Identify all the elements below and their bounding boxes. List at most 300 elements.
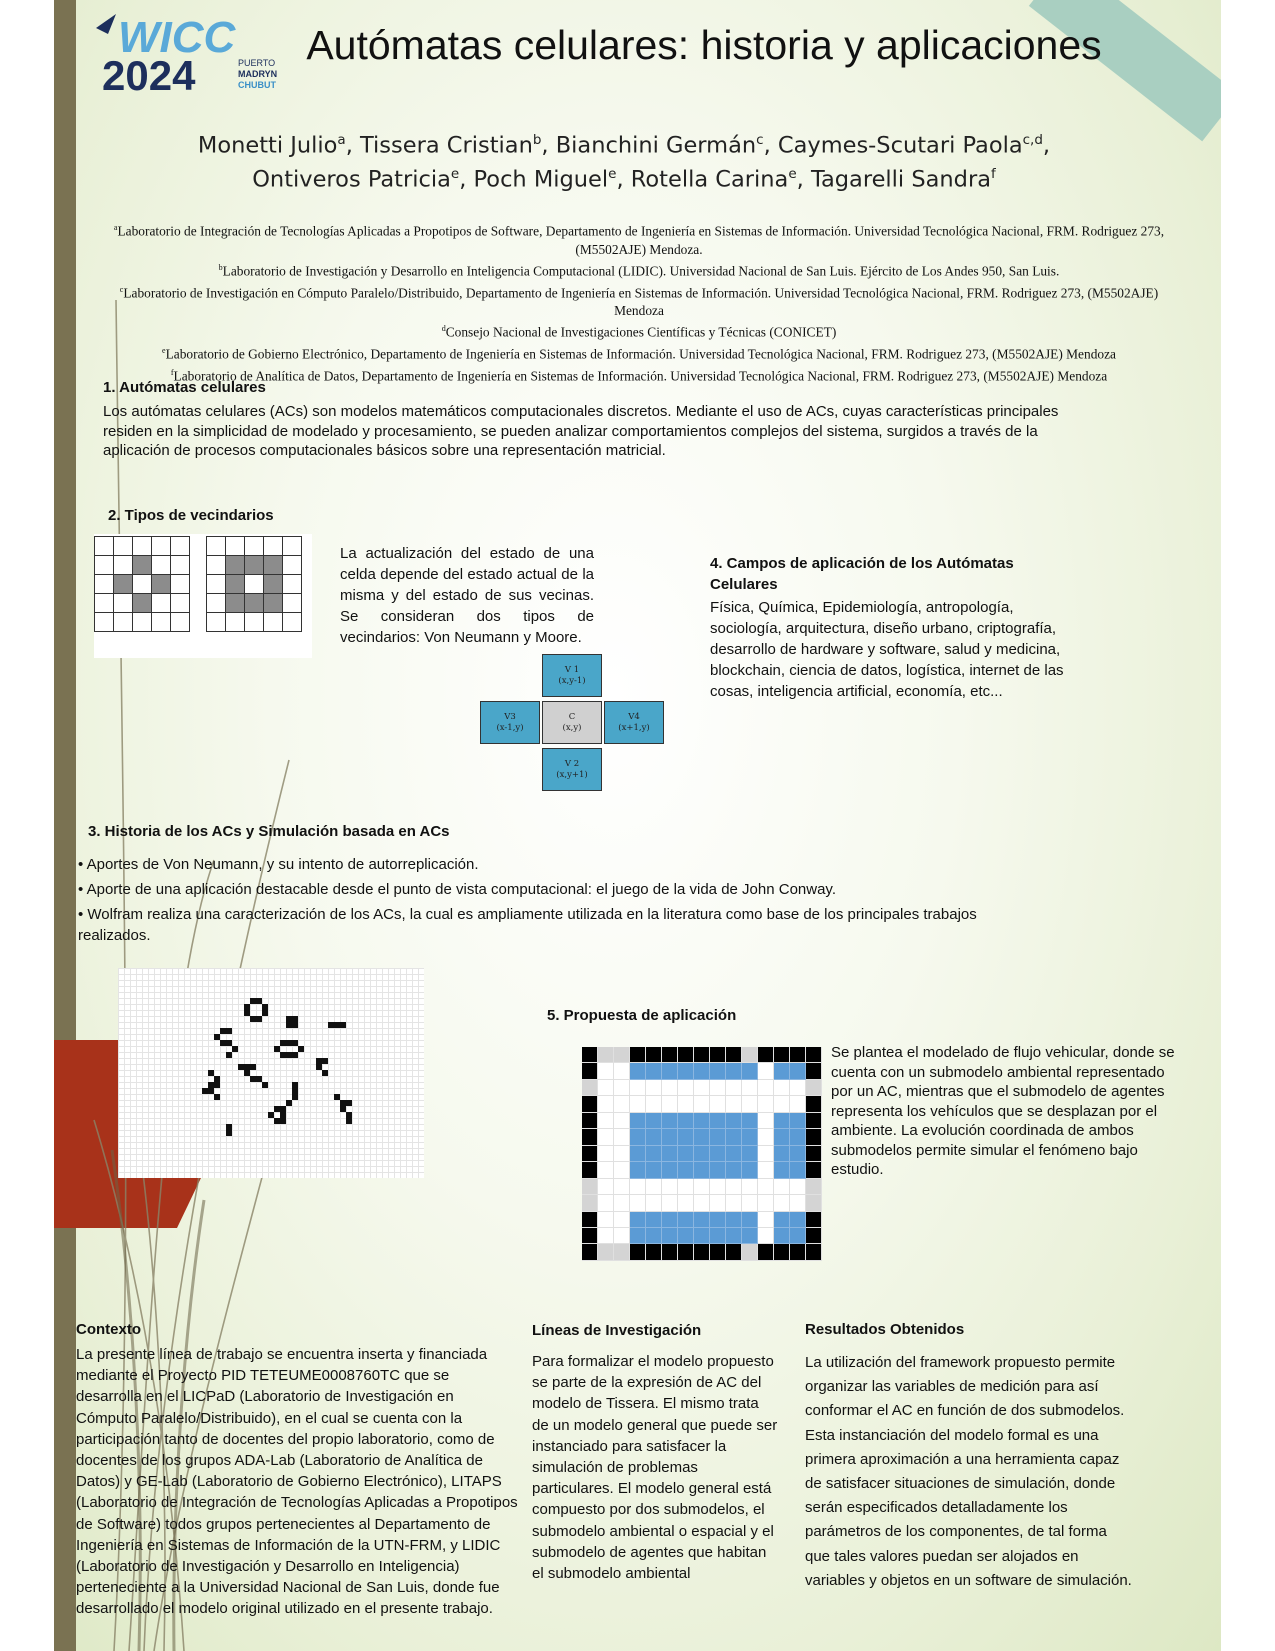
traffic-cell	[758, 1129, 774, 1145]
traffic-cell	[742, 1146, 758, 1162]
traffic-cell	[662, 1063, 678, 1079]
traffic-cell	[806, 1195, 822, 1211]
life-cell	[256, 1016, 262, 1022]
section1-body: Los autómatas celulares (ACs) son modelos matemáticos computacionales discretos. Mediante el uso de ACs, cuyas características principales residen en la simplicidad de modelado y procesamiento, se pueden analizar comportamientos complejos del sistema, surgidos a través de la aplicación de procesos computacionales básicos sobre una representación matricial.	[103, 403, 1059, 459]
traffic-cell	[694, 1228, 710, 1244]
life-cell	[214, 1082, 220, 1088]
author-separator: ,	[1042, 132, 1051, 159]
traffic-cell	[790, 1212, 806, 1228]
author-name: Ontiveros Patricia	[252, 166, 451, 192]
author-name: Monetti Julio	[197, 132, 338, 159]
life-cell	[226, 1028, 232, 1034]
traffic-cell	[710, 1096, 726, 1112]
resultados-body: La utilización del framework propuesto permite organizar las variables de medición para así conformar el AC en función de dos submodelos. Esta instanciación del modelo formal es una primera aproximación a una herramienta capaz de satisfacer situaciones de simulación, donde serán especificados detalladamente los parámetros de los componentes, de tal forma que tales valores puedan ser alojados en variables y objetos en un software de simulación.	[805, 1354, 1132, 1589]
affiliation-text: Laboratorio de Analítica de Datos, Departamento de Ingeniería en Sistemas de Información. Universidad Tecnológica Nacional, FRM. Rodriguez 273, (M5502AJE) Mendoza	[173, 368, 1108, 384]
traffic-cell	[742, 1080, 758, 1096]
von-neumann-grid	[94, 536, 190, 632]
traffic-cell	[806, 1212, 822, 1228]
logo-place-3: CHUBUT	[238, 80, 276, 90]
traffic-cell	[806, 1096, 822, 1112]
author-affiliation-mark: f	[991, 165, 996, 182]
life-cell	[292, 1052, 298, 1058]
traffic-cell	[710, 1113, 726, 1129]
resultados-heading: Resultados Obtenidos	[805, 1321, 965, 1338]
cell-v3-coord: (x-1,y)	[496, 722, 524, 733]
traffic-cell	[598, 1047, 614, 1063]
traffic-cell	[678, 1244, 694, 1260]
poster	[54, 0, 1221, 1651]
traffic-cell	[678, 1228, 694, 1244]
traffic-cell	[646, 1113, 662, 1129]
traffic-cell	[598, 1212, 614, 1228]
logo-wicc: WICC	[118, 13, 236, 62]
cell-v1-coord: (x,y-1)	[558, 675, 586, 686]
bullet-3: • Wolfram realiza una caracterización de los ACs, la cual es ampliamente utilizada en la literatura como base de los principales trabajos realizados.	[78, 906, 977, 944]
logo-place-2: MADRYN	[238, 69, 278, 79]
traffic-cell	[726, 1228, 742, 1244]
moore-grid	[206, 536, 302, 632]
traffic-cell	[726, 1129, 742, 1145]
traffic-cell	[806, 1063, 822, 1079]
traffic-cell	[758, 1162, 774, 1178]
traffic-cell	[774, 1195, 790, 1211]
traffic-cell	[758, 1179, 774, 1195]
traffic-cell	[582, 1228, 598, 1244]
traffic-cell	[646, 1080, 662, 1096]
traffic-cell	[630, 1129, 646, 1145]
affiliation-mark: d	[441, 324, 446, 334]
traffic-cell	[726, 1162, 742, 1178]
life-cell	[322, 1058, 328, 1064]
traffic-cell	[726, 1080, 742, 1096]
traffic-cell	[630, 1162, 646, 1178]
traffic-cell	[646, 1212, 662, 1228]
traffic-cell	[678, 1195, 694, 1211]
affiliation-text: Laboratorio de Integración de Tecnologías Aplicadas a Propotipos de Software, Departamento de Ingeniería en Sistemas de Información. Universidad Tecnológica Nacional, FRM. Rodriguez 273, (M5502AJE) Mendoza.	[117, 223, 1165, 257]
affiliation-mark: b	[218, 262, 223, 272]
traffic-cell	[694, 1212, 710, 1228]
traffic-cell	[598, 1179, 614, 1195]
traffic-cell	[678, 1080, 694, 1096]
affiliation-text: Consejo Nacional de Investigaciones Científicas y Técnicas (CONICET)	[445, 324, 837, 340]
author-separator: ,	[763, 132, 778, 159]
traffic-cell	[742, 1244, 758, 1260]
traffic-cell	[790, 1063, 806, 1079]
affiliation-text: Laboratorio de Investigación en Cómputo Paralelo/Distribuido, Departamento de Ingeniería en Sistemas de Información. Universidad Tecnológica Nacional, FRM. Rodriguez 273, (M5502AJE) Mendoza	[123, 285, 1159, 319]
traffic-cell	[790, 1080, 806, 1096]
author-name: Rotella Carina	[630, 166, 789, 192]
traffic-cell	[630, 1179, 646, 1195]
author-separator: ,	[796, 166, 811, 192]
traffic-cell	[646, 1129, 662, 1145]
traffic-cell	[662, 1113, 678, 1129]
affiliation-a	[94, 219, 1184, 259]
author-separator: ,	[459, 166, 474, 192]
traffic-cell	[758, 1080, 774, 1096]
traffic-cell	[774, 1047, 790, 1063]
traffic-cell	[694, 1146, 710, 1162]
traffic-cell	[710, 1129, 726, 1145]
life-cell	[250, 1064, 256, 1070]
cell-v3-label: V3	[504, 711, 516, 722]
sidebar-band	[54, 0, 76, 1651]
traffic-cell	[630, 1244, 646, 1260]
author-affiliation-mark: e	[608, 165, 617, 182]
life-cell	[322, 1070, 328, 1076]
section3-bullets	[78, 854, 1008, 946]
traffic-cell	[758, 1228, 774, 1244]
traffic-grid-image	[582, 1047, 822, 1261]
traffic-cell	[710, 1047, 726, 1063]
traffic-cell	[774, 1162, 790, 1178]
traffic-cell	[614, 1244, 630, 1260]
traffic-cell	[742, 1228, 758, 1244]
author-separator: ,	[345, 132, 360, 159]
traffic-cell	[678, 1113, 694, 1129]
traffic-cell	[694, 1096, 710, 1112]
traffic-cell	[790, 1113, 806, 1129]
traffic-cell	[758, 1146, 774, 1162]
section2-body: La actualización del estado de una celda depende del estado actual de la misma y del estado de sus vecinas. Se consideran dos tipos de vecindarios: Von Neumann y Moore.	[340, 545, 594, 646]
bullet-1: • Aportes de Von Neumann, y su intento de autorreplicación.	[78, 856, 479, 873]
logo-year: 2024	[102, 52, 196, 98]
traffic-cell	[582, 1096, 598, 1112]
traffic-cell	[774, 1228, 790, 1244]
traffic-cell	[598, 1162, 614, 1178]
affiliation-mark: e	[162, 346, 166, 356]
poster-title: Autómatas celulares: historia y aplicaciones	[306, 22, 1102, 68]
traffic-cell	[774, 1096, 790, 1112]
traffic-cell	[758, 1212, 774, 1228]
traffic-cell	[614, 1228, 630, 1244]
traffic-cell	[742, 1063, 758, 1079]
traffic-cell	[726, 1113, 742, 1129]
traffic-cell	[806, 1047, 822, 1063]
contexto-body: La presente línea de trabajo se encuentra inserta y financiada mediante el Proyecto PID TETEUME0008760TC que se desarrolla en el LICPaD (Laboratorio de Investigación en Cómputo Paralelo/Distribuido), en el cual se cuenta con la participación tanto de docentes del propio laboratorio, como de docentes de los grupos ADA-Lab (Laboratorio de Analítica de Datos) y GE-Lab (Laboratorio de Gobierno Electrónico), LITAPS (Laboratorio de Integración de Tecnologías Aplicadas a Propotipos de Software) todos grupos pertenecientes al Departamento de Ingeniería en Sistemas de Información de la UTN-FRM, y LIDIC (Laboratorio de Investigación y Desarrollo en Inteligencia) perteneciente a la Universidad Nacional de San Luis, donde fue desarrollado el modelo original utilizado en el presente trabajo.	[76, 1346, 518, 1618]
traffic-cell	[662, 1228, 678, 1244]
traffic-cell	[790, 1179, 806, 1195]
traffic-cell	[742, 1162, 758, 1178]
traffic-cell	[598, 1228, 614, 1244]
traffic-cell	[790, 1228, 806, 1244]
lineas-heading: Líneas de Investigación	[532, 1322, 702, 1339]
traffic-cell	[710, 1162, 726, 1178]
traffic-cell	[646, 1047, 662, 1063]
traffic-cell	[614, 1212, 630, 1228]
life-cell	[226, 1052, 232, 1058]
traffic-cell	[694, 1179, 710, 1195]
traffic-cell	[742, 1195, 758, 1211]
traffic-cell	[726, 1179, 742, 1195]
traffic-cell	[582, 1162, 598, 1178]
traffic-cell	[662, 1146, 678, 1162]
traffic-cell	[758, 1113, 774, 1129]
traffic-cell	[614, 1080, 630, 1096]
traffic-cell	[662, 1212, 678, 1228]
traffic-cell	[582, 1113, 598, 1129]
author-affiliation-mark: a	[337, 132, 346, 148]
traffic-cell	[630, 1228, 646, 1244]
traffic-cell	[678, 1129, 694, 1145]
traffic-cell	[582, 1146, 598, 1162]
traffic-cell	[598, 1113, 614, 1129]
traffic-cell	[694, 1047, 710, 1063]
traffic-cell	[742, 1179, 758, 1195]
cell-v2-label: V 2	[564, 758, 580, 769]
traffic-cell	[806, 1113, 822, 1129]
traffic-cell	[662, 1129, 678, 1145]
traffic-cell	[806, 1244, 822, 1260]
traffic-cell	[710, 1179, 726, 1195]
life-cell	[280, 1118, 286, 1124]
affiliation-b	[94, 259, 1184, 281]
author-name: Tagarelli Sandra	[810, 166, 991, 192]
traffic-cell	[662, 1195, 678, 1211]
traffic-cell	[806, 1162, 822, 1178]
author-name: Bianchini Germán	[555, 132, 757, 159]
life-cell	[346, 1100, 352, 1106]
affiliation-mark: f	[170, 367, 174, 377]
traffic-cell	[614, 1113, 630, 1129]
traffic-cell	[758, 1063, 774, 1079]
traffic-cell	[694, 1244, 710, 1260]
cell-v1-label: V 1	[564, 664, 580, 675]
traffic-cell	[582, 1244, 598, 1260]
traffic-cell	[646, 1244, 662, 1260]
traffic-cell	[630, 1113, 646, 1129]
traffic-cell	[678, 1162, 694, 1178]
section3-heading: 3. Historia de los ACs y Simulación basada en ACs	[88, 823, 450, 840]
traffic-cell	[790, 1146, 806, 1162]
traffic-cell	[630, 1096, 646, 1112]
cell-v4-coord: (x+1,y)	[618, 722, 650, 733]
traffic-cell	[630, 1080, 646, 1096]
traffic-cell	[774, 1129, 790, 1145]
traffic-cell	[646, 1228, 662, 1244]
affiliation-mark: a	[113, 223, 118, 232]
traffic-cell	[774, 1080, 790, 1096]
traffic-cell	[790, 1047, 806, 1063]
traffic-cell	[694, 1129, 710, 1145]
cell-v3	[480, 701, 540, 744]
traffic-cell	[790, 1096, 806, 1112]
traffic-cell	[598, 1063, 614, 1079]
section5-body: Se plantea el modelado de flujo vehicular, donde se cuenta con un submodelo ambiental representado por un AC, mientras que el submodelo de agentes representa los vehículos que se desplazan por el ambiente. La evolución coordinada de ambos submodelos permite simular el fenómeno bajo estudio.	[831, 1044, 1175, 1178]
traffic-cell	[806, 1179, 822, 1195]
author-name: Caymes-Scutari Paola	[777, 132, 1023, 159]
traffic-cell	[790, 1244, 806, 1260]
traffic-cell	[678, 1096, 694, 1112]
traffic-cell	[646, 1179, 662, 1195]
traffic-cell	[790, 1162, 806, 1178]
traffic-cell	[662, 1179, 678, 1195]
game-of-life-image	[118, 968, 424, 1178]
traffic-cell	[726, 1146, 742, 1162]
traffic-cell	[678, 1047, 694, 1063]
cell-c-label: C	[568, 711, 576, 722]
traffic-cell	[758, 1096, 774, 1112]
life-cell	[262, 1082, 268, 1088]
life-cell	[298, 1046, 304, 1052]
author-affiliation-mark: c	[756, 132, 764, 148]
affiliation-text: Laboratorio de Gobierno Electrónico, Departamento de Ingeniería en Sistemas de Información. Universidad Tecnológica Nacional, FRM. Rodriguez 273, (M5502AJE) Mendoza	[165, 346, 1116, 362]
traffic-cell	[662, 1244, 678, 1260]
author-affiliation-mark: b	[532, 132, 542, 148]
traffic-cell	[678, 1179, 694, 1195]
life-cell	[262, 1010, 268, 1016]
author-name: Poch Miguel	[473, 166, 609, 192]
section2-heading: 2. Tipos de vecindarios	[108, 507, 274, 524]
traffic-cell	[726, 1212, 742, 1228]
traffic-cell	[806, 1146, 822, 1162]
traffic-cell	[662, 1080, 678, 1096]
traffic-cell	[598, 1195, 614, 1211]
life-cell	[292, 1022, 298, 1028]
traffic-cell	[710, 1212, 726, 1228]
affiliation-text: Laboratorio de Investigación y Desarrollo en Inteligencia Computacional (LIDIC). Universidad Nacional de San Luis. Ejército de Los Andes 950, San Luis.	[222, 263, 1060, 279]
traffic-cell	[630, 1047, 646, 1063]
cell-v4	[604, 701, 664, 744]
traffic-cell	[646, 1195, 662, 1211]
traffic-cell	[710, 1244, 726, 1260]
traffic-cell	[774, 1244, 790, 1260]
contexto-heading: Contexto	[76, 1321, 141, 1338]
traffic-cell	[614, 1063, 630, 1079]
traffic-cell	[678, 1212, 694, 1228]
traffic-cell	[614, 1179, 630, 1195]
life-cell	[232, 1046, 238, 1052]
traffic-cell	[614, 1096, 630, 1112]
traffic-cell	[646, 1146, 662, 1162]
traffic-cell	[614, 1129, 630, 1145]
life-cell	[346, 1118, 352, 1124]
cell-v2	[542, 748, 602, 791]
affiliation-c	[94, 281, 1184, 321]
traffic-cell	[662, 1162, 678, 1178]
traffic-cell	[726, 1096, 742, 1112]
traffic-cell	[582, 1129, 598, 1145]
traffic-cell	[614, 1146, 630, 1162]
traffic-cell	[758, 1047, 774, 1063]
traffic-cell	[630, 1063, 646, 1079]
life-cell	[214, 1094, 220, 1100]
traffic-cell	[582, 1212, 598, 1228]
traffic-cell	[694, 1113, 710, 1129]
traffic-cell	[774, 1212, 790, 1228]
wicc-2024-logo	[90, 8, 290, 98]
traffic-cell	[742, 1113, 758, 1129]
traffic-cell	[630, 1195, 646, 1211]
traffic-cell	[582, 1047, 598, 1063]
traffic-cell	[662, 1047, 678, 1063]
lineas-body: Para formalizar el modelo propuesto se parte de la expresión de AC del modelo de Tissera. El mismo trata de un modelo general que puede ser instanciado para satisfacer la simulación de problemas particulares. El modelo general está compuesto por dos submodelos, el submodelo ambiental o espacial y el submodelo de agentes que habitan el submodelo ambiental	[532, 1353, 778, 1583]
traffic-cell	[694, 1195, 710, 1211]
traffic-cell	[614, 1195, 630, 1211]
cell-v4-label: V4	[628, 711, 640, 722]
traffic-cell	[582, 1063, 598, 1079]
traffic-cell	[726, 1244, 742, 1260]
life-cell	[292, 1094, 298, 1100]
traffic-cell	[710, 1080, 726, 1096]
section1-heading: 1. Autómatas celulares	[103, 379, 266, 396]
traffic-cell	[774, 1146, 790, 1162]
author-affiliation-mark: e	[788, 165, 797, 182]
traffic-cell	[614, 1162, 630, 1178]
affiliation-d	[94, 320, 1184, 342]
traffic-cell	[742, 1129, 758, 1145]
life-cell	[286, 1100, 292, 1106]
bullet-2: • Aporte de una aplicación destacable desde el punto de vista computacional: el juego de la vida de John Conway.	[78, 881, 836, 898]
author-affiliation-mark: e	[450, 165, 460, 182]
traffic-cell	[710, 1063, 726, 1079]
traffic-cell	[678, 1063, 694, 1079]
traffic-cell	[630, 1212, 646, 1228]
neighborhood-grids	[94, 534, 312, 658]
traffic-cell	[790, 1195, 806, 1211]
traffic-cell	[678, 1146, 694, 1162]
author-name: Tissera Cristian	[360, 132, 533, 159]
section4-heading: 4. Campos de aplicación de los Autómatas Celulares	[710, 555, 1014, 593]
affiliation-e	[94, 342, 1184, 364]
traffic-cell	[646, 1063, 662, 1079]
traffic-cell	[806, 1080, 822, 1096]
cell-v1	[542, 654, 602, 697]
traffic-cell	[598, 1129, 614, 1145]
traffic-cell	[806, 1129, 822, 1145]
traffic-cell	[582, 1195, 598, 1211]
traffic-cell	[726, 1195, 742, 1211]
section5-heading: 5. Propuesta de aplicación	[547, 1007, 737, 1024]
traffic-cell	[758, 1244, 774, 1260]
traffic-cell	[742, 1047, 758, 1063]
traffic-cell	[646, 1162, 662, 1178]
traffic-cell	[742, 1212, 758, 1228]
traffic-cell	[726, 1047, 742, 1063]
traffic-cell	[598, 1244, 614, 1260]
traffic-cell	[598, 1096, 614, 1112]
author-separator: ,	[541, 132, 556, 159]
traffic-cell	[694, 1162, 710, 1178]
traffic-cell	[614, 1047, 630, 1063]
life-cell	[292, 1082, 298, 1088]
traffic-cell	[710, 1146, 726, 1162]
traffic-cell	[774, 1063, 790, 1079]
traffic-cell	[726, 1063, 742, 1079]
traffic-cell	[646, 1096, 662, 1112]
traffic-cell	[710, 1195, 726, 1211]
cell-v2-coord: (x,y+1)	[556, 769, 588, 780]
cell-c-coord: (x,y)	[562, 722, 582, 733]
traffic-cell	[790, 1129, 806, 1145]
affiliations	[94, 219, 1184, 385]
life-cell	[340, 1022, 346, 1028]
author-affiliation-mark: c,d	[1022, 132, 1043, 148]
author-separator: ,	[616, 166, 631, 192]
life-cell	[226, 1130, 232, 1136]
traffic-cell	[774, 1113, 790, 1129]
traffic-cell	[694, 1080, 710, 1096]
traffic-cell	[742, 1096, 758, 1112]
affiliation-mark: c	[119, 284, 124, 294]
traffic-cell	[662, 1096, 678, 1112]
traffic-cell	[806, 1228, 822, 1244]
traffic-cell	[694, 1063, 710, 1079]
traffic-cell	[598, 1146, 614, 1162]
traffic-cell	[630, 1146, 646, 1162]
traffic-cell	[774, 1179, 790, 1195]
traffic-cell	[758, 1195, 774, 1211]
traffic-cell	[582, 1179, 598, 1195]
